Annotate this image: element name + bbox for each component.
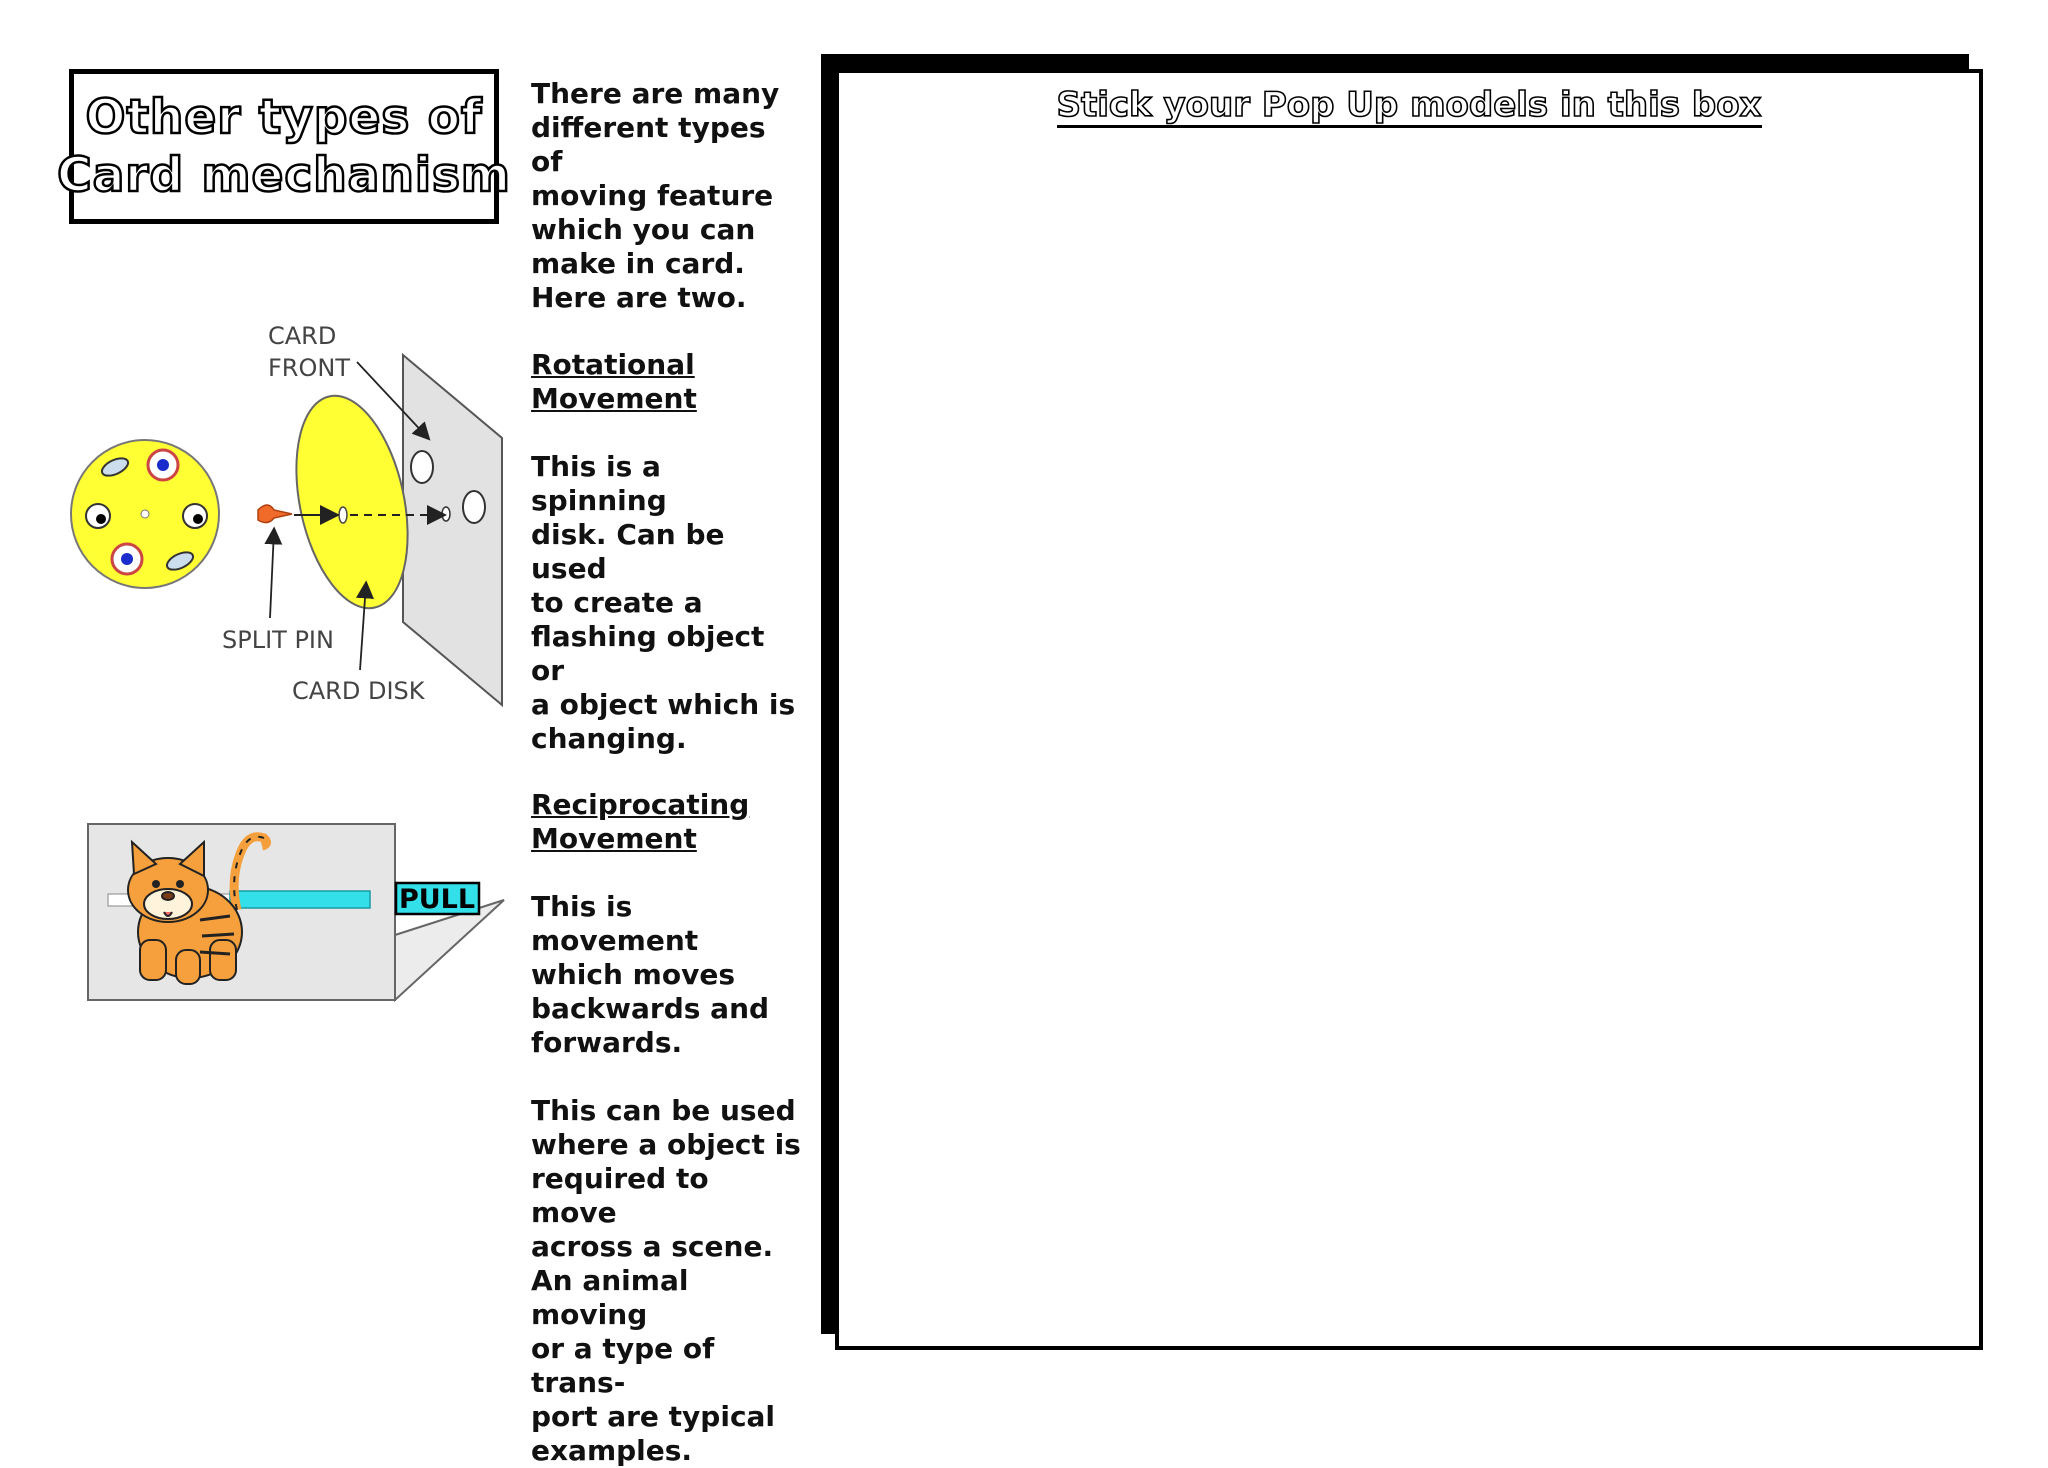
rotational-heading-line: Movement [531,382,697,415]
pull-tab-label: PULL [398,884,476,915]
rotational-body-line: a object which is [531,688,796,721]
split-pin [258,505,292,523]
reciprocating-body-line: An animal moving [531,1264,689,1331]
card-front-panel [403,355,502,705]
reciprocating-diagram [80,820,520,1020]
spinning-disk-face [71,440,219,588]
reciprocating-body-line: backwards and [531,992,770,1025]
reciprocating-body-line: This can be used [531,1094,796,1127]
stick-box-title [839,83,1979,127]
label-card-front-2: FRONT [268,354,350,382]
stick-box-title-text: Stick your Pop Up models in this box [1057,85,1762,128]
rotational-body-line: This is a spinning [531,450,667,517]
reciprocating-body-line: required to move [531,1162,709,1229]
reciprocating-section [531,788,801,1468]
slider-strip [230,891,370,908]
reciprocating-body-line: where a object is [531,1128,801,1161]
card-disk-hole [339,507,347,523]
intro-line: different types of [531,111,766,178]
rotational-body-line: to create a [531,586,703,619]
intro-line: which you can [531,213,756,246]
label-card-front-1: CARD [268,322,337,350]
intro-line: Here are two. [531,281,747,314]
rotational-body-line: changing. [531,722,687,755]
card-front-hole [411,451,433,483]
title-box [57,69,511,224]
reciprocating-body-line: forwards. [531,1026,683,1059]
intro-text [531,77,801,315]
reciprocating-heading-line: Reciprocating [531,788,750,821]
intro-line: make in card. [531,247,745,280]
reciprocating-body-line: across a scene. [531,1230,774,1263]
card-front-hole [463,491,485,523]
reciprocating-body-line: or a type of trans- [531,1332,715,1399]
stick-box[interactable] [835,69,1983,1350]
intro-line: moving feature [531,179,774,212]
reciprocating-body-line: examples. [531,1434,693,1467]
label-card-disk: CARD DISK [292,677,425,705]
page-title-line-2: Card mechanism [57,147,511,203]
rotational-body-line: flashing object or [531,620,765,687]
reciprocating-body-line: This is movement [531,890,699,957]
label-split-pin: SPLIT PIN [222,626,334,654]
card-front-hole [442,507,450,521]
intro-line: There are many [531,77,780,110]
reciprocating-body-line: which moves [531,958,735,991]
rotational-section [531,348,801,756]
rotational-heading-line: Rotational [531,348,695,381]
reciprocating-heading-line: Movement [531,822,697,855]
reciprocating-body-line: port are typical [531,1400,776,1433]
rotational-diagram [60,310,520,720]
page-title-line-1: Other types of [85,89,483,145]
rotational-body-line: disk. Can be used [531,518,725,585]
split-pin-leader [270,530,274,618]
